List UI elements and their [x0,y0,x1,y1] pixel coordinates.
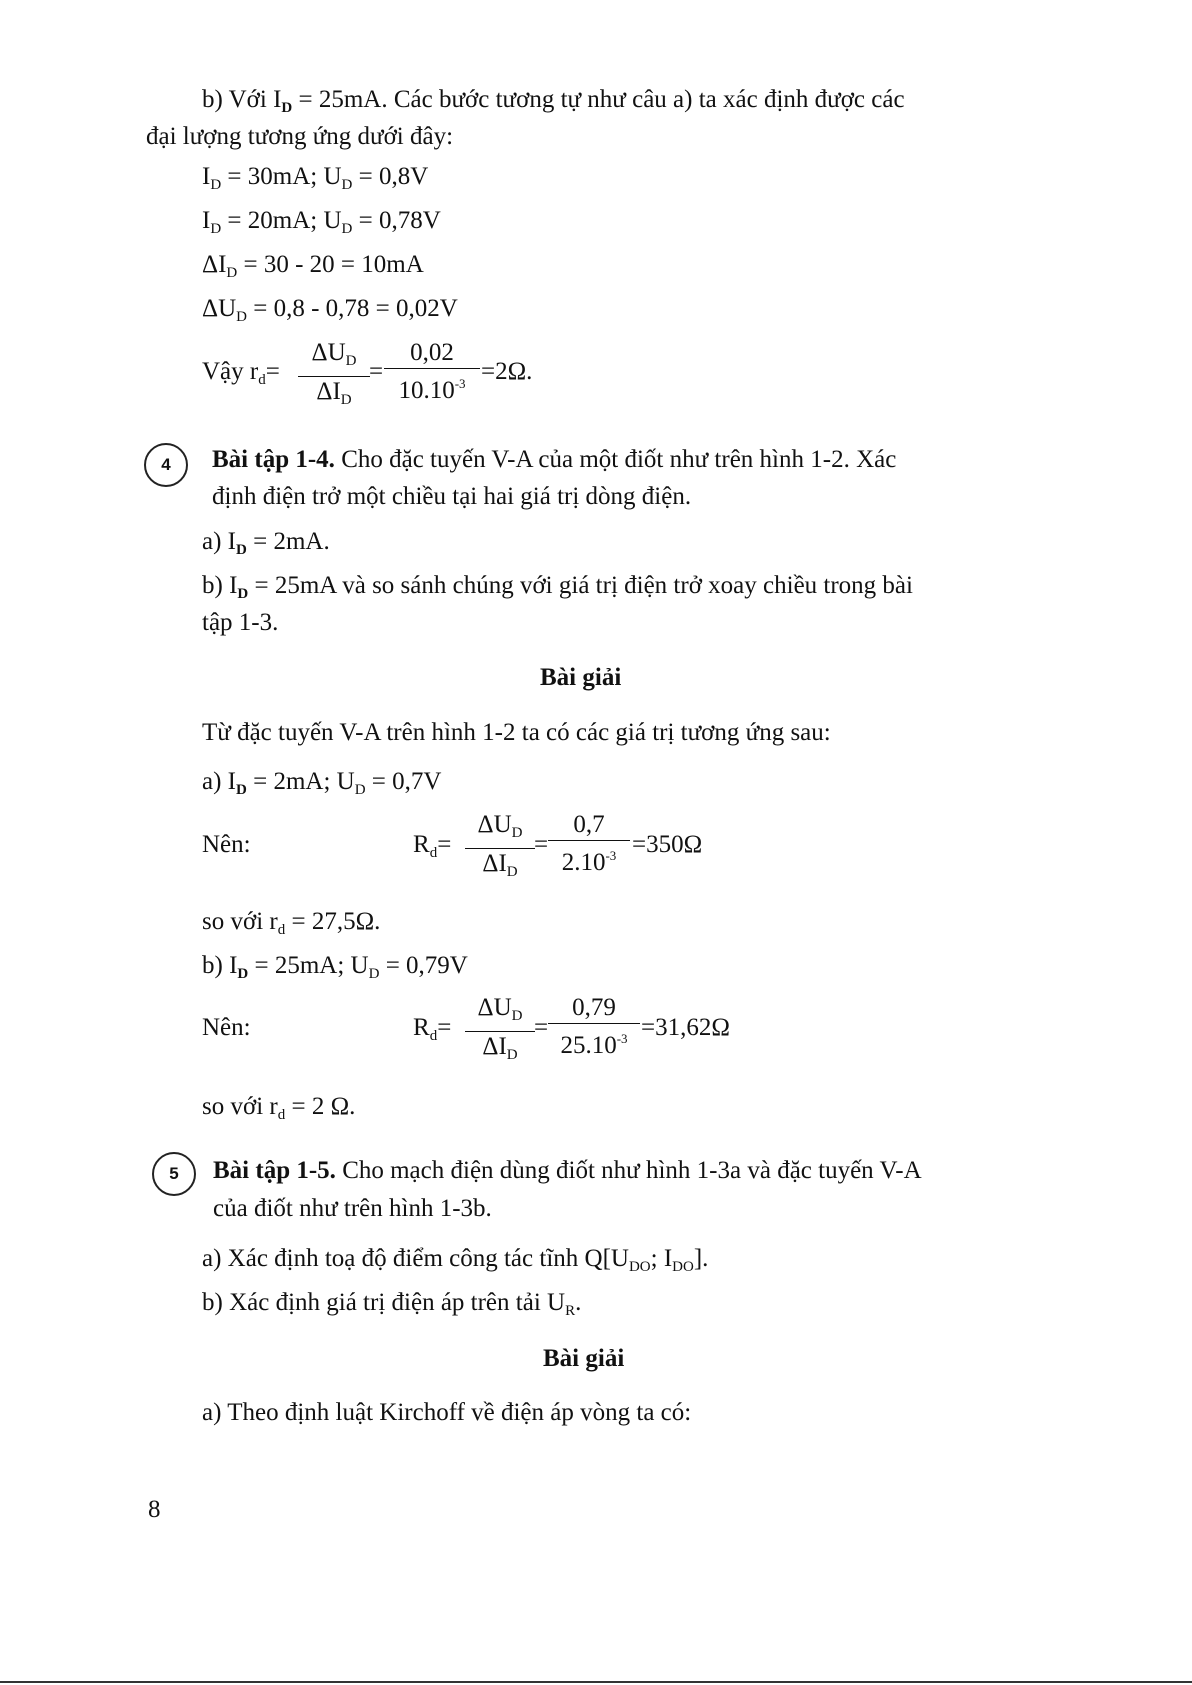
exercise-4-b: b) $I_D = 25mA$ và so sánh chúng với giá trị điện trở xoay chiều trong bài [202,572,913,602]
exercise-4-badge: 4 [144,443,188,487]
solution-5-heading: Bài giải [543,1345,625,1372]
nen-a-equals: = [534,831,549,858]
nen-b-rd: $R_d=$ [413,1014,452,1044]
exercise-5-a: a) Xác định toạ độ điểm công tác tĩnh $Q[U_{DO}$; $I_{DO}$]. [202,1245,709,1275]
compare-b: so với $r_d = 2$ Ω. [202,1093,356,1123]
equation-id-20: $I_D = 20mA$; $U_D = 0,78V$ [202,207,441,237]
nen-a-rd: $R_d=$ [413,831,452,861]
compare-a: so với $r_d = 27,5\Omega$. [202,908,381,938]
nen-a-fraction-2: 0,7 $2.10^{-3}$ [548,810,630,878]
solution-4-b: b) $I_D = 25mA$; $U_D = 0,79V$ [202,952,468,982]
solution-4-heading: Bài giải [540,664,622,691]
exercise-4-line1: Bài tập 1-4. Cho đặc tuyến V-A của một điốt như trên hình 1-2. Xác [212,446,897,473]
nen-b-fraction-2: 0,79 $25.10^{-3}$ [548,993,640,1061]
vay-result: =2Ω. [481,358,533,385]
bottom-rule [0,1681,1192,1683]
partb-intro-line2: đại lượng tương ứng dưới đây: [146,123,454,150]
nen-a-result: =350Ω [632,831,703,858]
equation-delta-ud: $\Delta U_D = 0,8 - 0,78 = 0,02V$ [202,295,458,325]
exercise-4-line2: định điện trở một chiều tại hai giá trị dòng điện. [212,483,692,510]
vay-rd-label: Vậy $r_d=$ [202,358,280,388]
nen-b-fraction-1: $\Delta U_D$ $\Delta I_D$ [465,993,535,1070]
vay-equals: = [369,358,384,385]
exercise-5-b: b) Xác định giá trị điện áp trên tải $U_R$. [202,1289,582,1319]
nen-b-equals: = [534,1014,549,1041]
nen-b-result: =31,62Ω [641,1014,730,1041]
solution-5-a: a) Theo định luật Kirchoff về điện áp vòng ta có: [202,1399,692,1426]
solution-4-a: a) $I_D = 2mA$; $U_D = 0,7V$ [202,768,442,798]
exercise-5-line1: Bài tập 1-5. Cho mạch điện dùng điốt như hình 1-3a và đặc tuyến V-A [213,1157,922,1184]
exercise-5-badge: 5 [152,1152,196,1196]
exercise-4-b-line2: tập 1-3. [202,609,279,636]
exercise-5-line2: của điốt như trên hình 1-3b. [213,1195,492,1222]
fraction-delta-u-over-delta-i: $\Delta U_D$ $\Delta I_D$ [298,338,370,415]
equation-id-30: $I_D = 30mA$; $U_D = 0,8V$ [202,163,429,193]
nen-a-fraction-1: $\Delta U_D$ $\Delta I_D$ [465,810,535,887]
nen-b-label: Nên: [202,1014,251,1041]
solution-4-intro: Từ đặc tuyến V-A trên hình 1-2 ta có các giá trị tương ứng sau: [202,719,831,746]
exercise-4-a: a) $I_D = 2mA$. [202,528,330,558]
fraction-002-over-10e-3: 0,02 $10.10^{-3}$ [384,338,480,406]
partb-intro-line1: b) Với $I_D = 25mA$. Các bước tương tự như câu a) ta xác định được các [202,86,905,116]
nen-a-label: Nên: [202,831,251,858]
page-number: 8 [148,1496,161,1523]
equation-delta-id: $\Delta I_D = 30 - 20 = 10mA$ [202,251,424,281]
